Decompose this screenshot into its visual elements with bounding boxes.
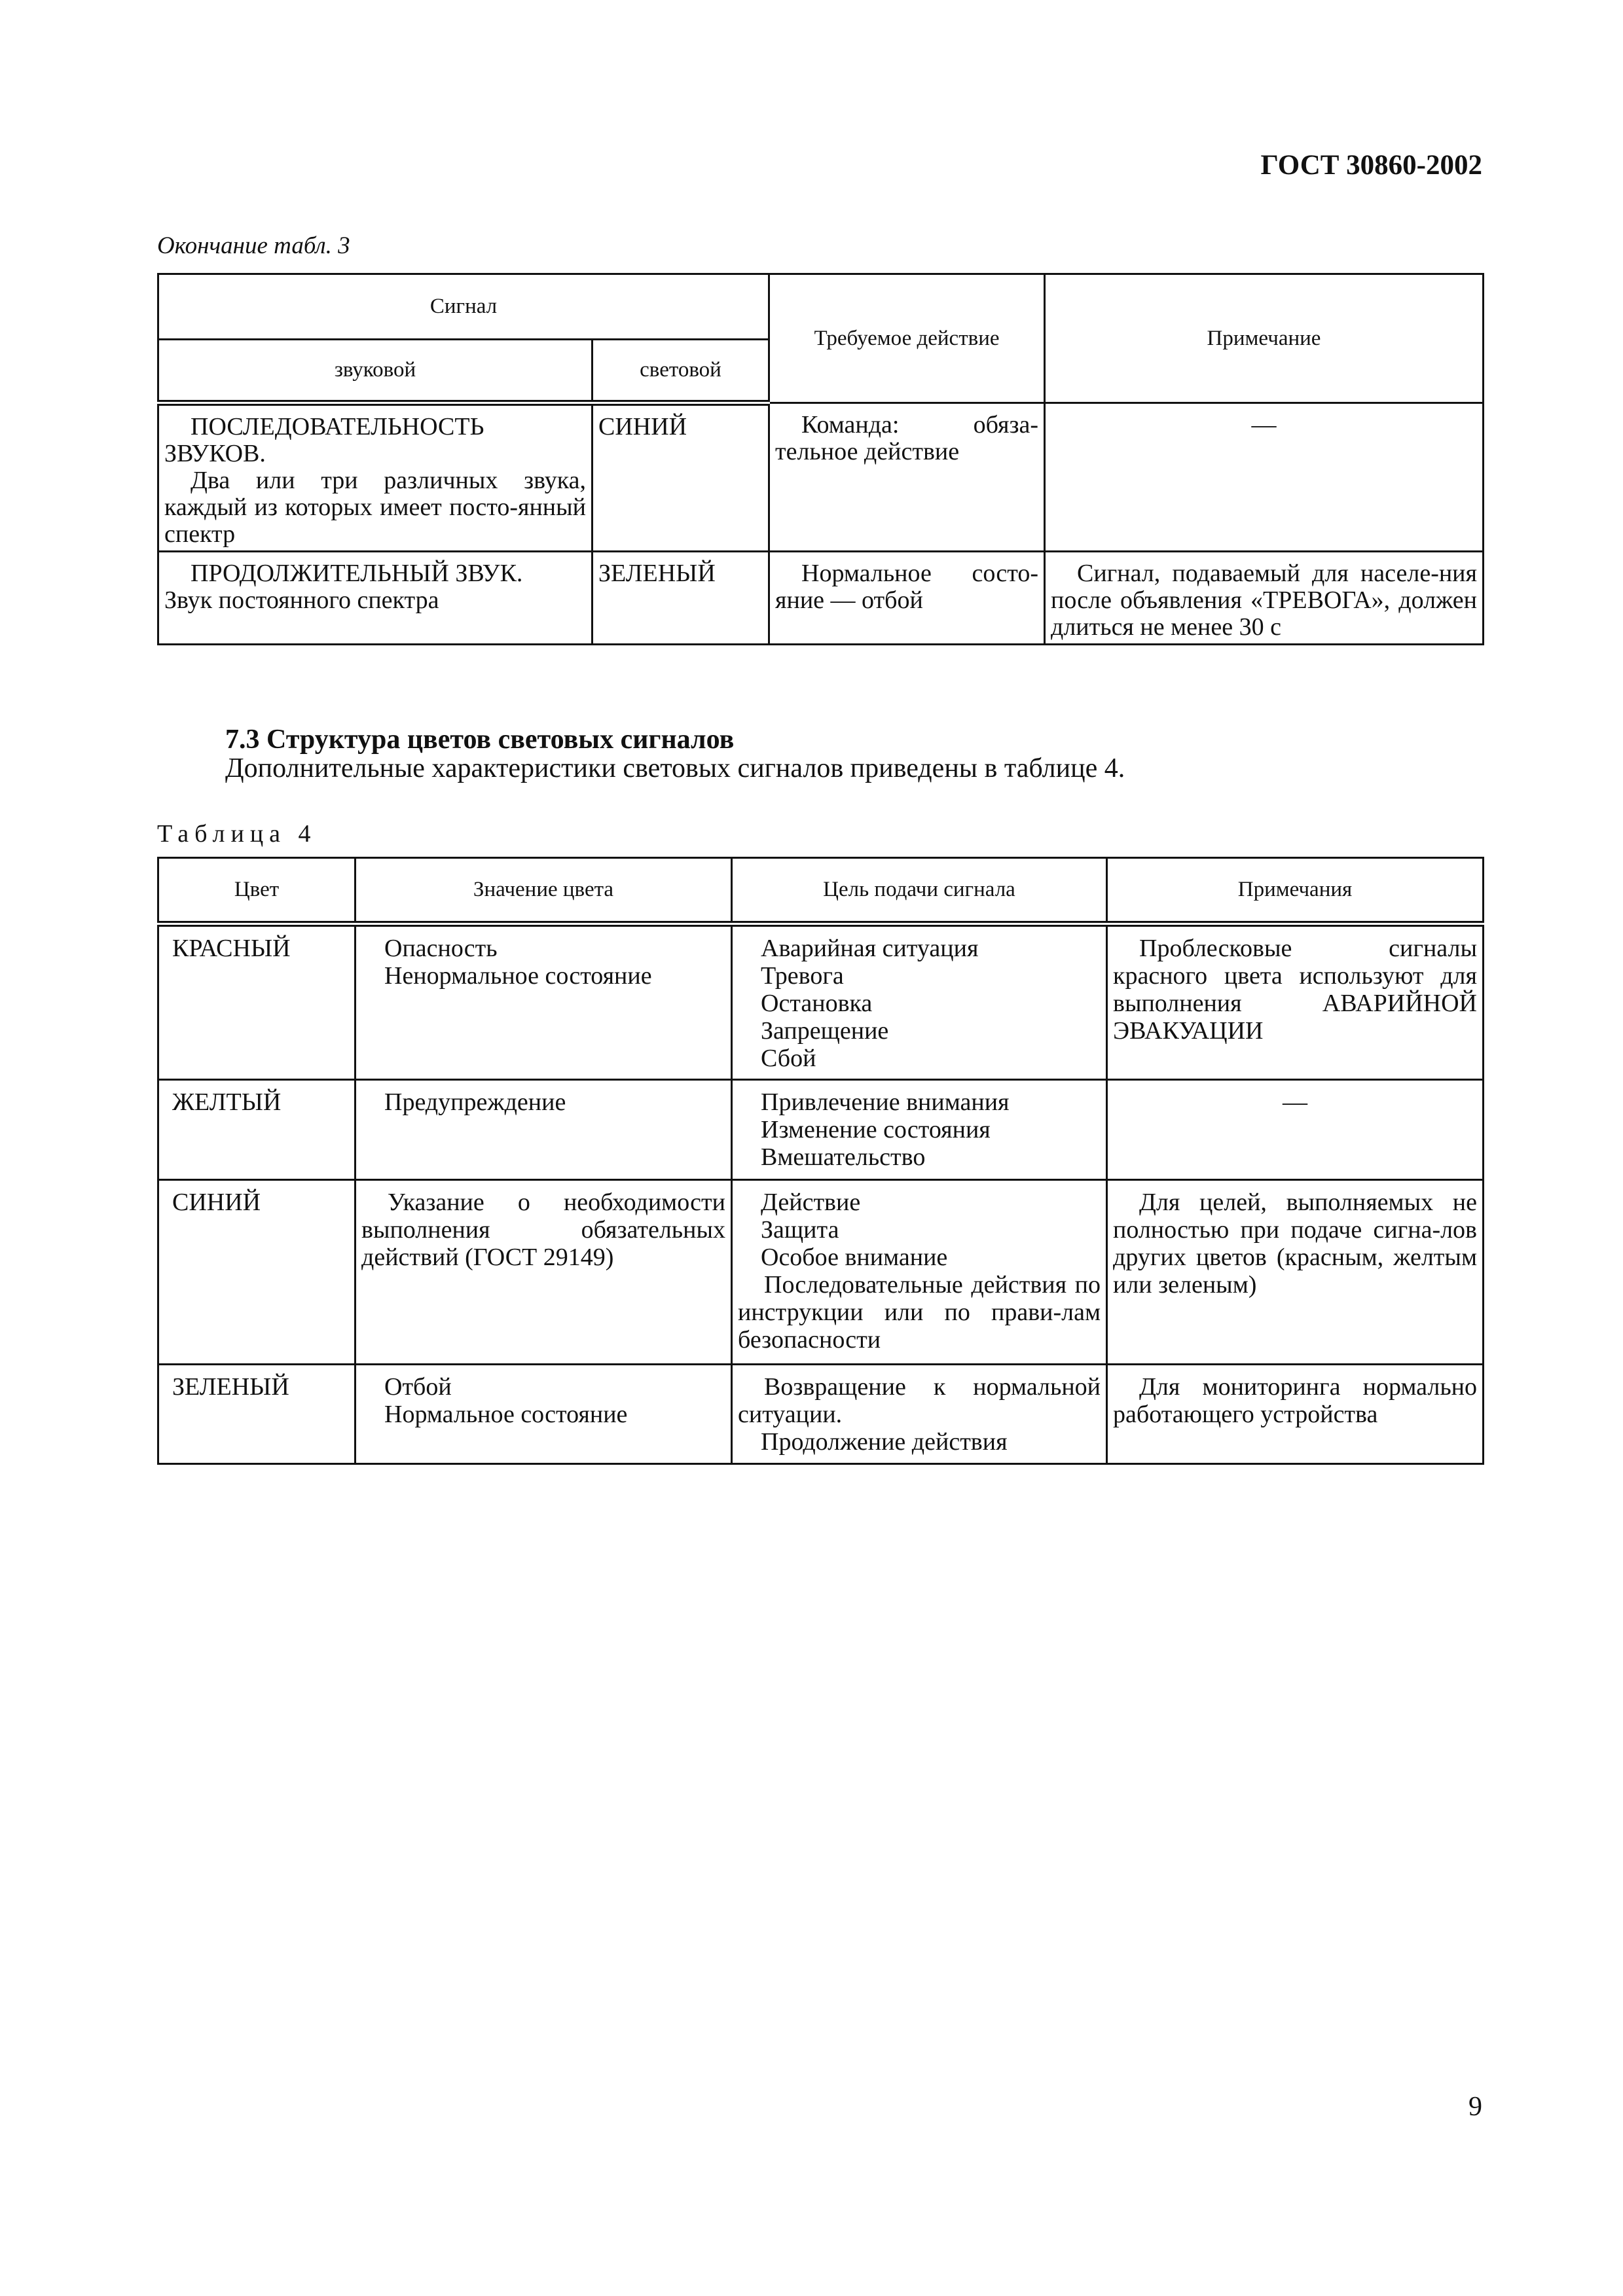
- sound-cell: [158, 403, 593, 552]
- purpose-cell: [732, 924, 1107, 1080]
- meaning-cell: [356, 1365, 732, 1464]
- color-cell: ЗЕЛЕНЫЙ: [158, 1365, 356, 1464]
- table-4: [157, 857, 1484, 1465]
- note-cell: —: [1045, 403, 1484, 552]
- action-cell: Нормальное состо-яние — отбой: [769, 552, 1045, 645]
- meaning-cell: [356, 1080, 732, 1180]
- purpose-line: Защита: [761, 1216, 839, 1244]
- header-sound: звуковой: [158, 340, 593, 403]
- color-cell: ЖЕЛТЫЙ: [158, 1080, 356, 1180]
- purpose-line: Действие: [761, 1189, 861, 1216]
- table-3: [157, 273, 1484, 645]
- header-color: Цвет: [158, 858, 356, 924]
- section-text: Дополнительные характеристики световых сигналов приведены в таблице 4.: [225, 753, 1125, 783]
- header-purpose: Цель подачи сигнала: [732, 858, 1107, 924]
- header-notes: Примечания: [1107, 858, 1484, 924]
- table-row: [158, 403, 1484, 552]
- purpose-line: Продолжение действия: [761, 1428, 1008, 1456]
- section-7-3: [225, 725, 1125, 783]
- action-cell: Команда: обяза-тельное действие: [769, 403, 1045, 552]
- header-signal: Сигнал: [158, 274, 769, 340]
- table3-caption: Окончание табл. 3: [157, 232, 350, 259]
- purpose-line: Аварийная ситуация: [761, 935, 979, 962]
- section-title: 7.3 Структура цветов световых сигналов: [225, 725, 735, 755]
- purpose-line: Привлечение внимания: [761, 1088, 1010, 1116]
- purpose-cell: [732, 1180, 1107, 1365]
- meaning-line: Опасность: [384, 935, 498, 962]
- meaning-line: Ненормальное состояние: [384, 962, 652, 990]
- notes-cell: Проблесковые сигналы красного цвета используют для выполнения АВАРИЙНОЙ ЭВАКУАЦИИ: [1107, 924, 1484, 1080]
- table-row: [158, 924, 1484, 1080]
- light-cell: ЗЕЛЕНЫЙ: [593, 552, 769, 645]
- meaning-line: Отбой: [384, 1373, 452, 1401]
- notes-cell: —: [1107, 1080, 1484, 1180]
- color-cell: КРАСНЫЙ: [158, 924, 356, 1080]
- purpose-cell: [732, 1080, 1107, 1180]
- note-cell: Сигнал, подаваемый для населе-ния после объявления «ТРЕВОГА», должен длиться не менее 30 с: [1045, 552, 1484, 645]
- purpose-line: Сбой: [761, 1045, 816, 1072]
- header-action: Требуемое действие: [769, 274, 1045, 403]
- sound-cell: [158, 552, 593, 645]
- page-number: 9: [1468, 2092, 1482, 2122]
- table-row: [158, 1365, 1484, 1464]
- meaning-line: Нормальное состояние: [384, 1401, 628, 1428]
- meaning-line: Предупреждение: [384, 1088, 566, 1116]
- purpose-line: Запрещение: [761, 1017, 889, 1045]
- notes-cell: Для мониторинга нормально работающего устройства: [1107, 1365, 1484, 1464]
- header-light: световой: [593, 340, 769, 403]
- header-note: Примечание: [1045, 274, 1484, 403]
- light-cell: СИНИЙ: [593, 403, 769, 552]
- purpose-line: Тревога: [761, 962, 844, 990]
- document-code: ГОСТ 30860-2002: [1260, 150, 1482, 181]
- notes-cell: Для целей, выполняемых не полностью при подаче сигна-лов других цветов (красным, желтым или зеленым): [1107, 1180, 1484, 1365]
- purpose-line: Остановка: [761, 990, 873, 1017]
- color-cell: СИНИЙ: [158, 1180, 356, 1365]
- sound-title: ПРОДОЛЖИТЕЛЬНЫЙ ЗВУК.: [191, 560, 523, 587]
- sound-desc: Два или три различных звука, каждый из которых имеет посто-янный спектр: [164, 467, 586, 548]
- purpose-line: Вмешательство: [761, 1143, 926, 1171]
- sound-desc: Звук постоянного спектра: [164, 586, 439, 614]
- purpose-line: Изменение состояния: [761, 1116, 991, 1143]
- meaning-cell: [356, 924, 732, 1080]
- meaning-cell: Указание о необходимости выполнения обязательных действий (ГОСТ 29149): [356, 1180, 732, 1365]
- header-meaning: Значение цвета: [356, 858, 732, 924]
- table-row: [158, 552, 1484, 645]
- purpose-line: Возвращение к нормальной ситуации.: [738, 1373, 1101, 1428]
- purpose-line: Последовательные действия по инструкции или по прави-лам безопасности: [738, 1271, 1101, 1354]
- table-row: [158, 1180, 1484, 1365]
- table-row: [158, 1080, 1484, 1180]
- table4-caption: Таблица 4: [157, 820, 317, 848]
- sound-title: ПОСЛЕДОВАТЕЛЬНОСТЬ ЗВУКОВ.: [164, 413, 484, 467]
- purpose-line: Особое внимание: [761, 1244, 948, 1271]
- purpose-cell: [732, 1365, 1107, 1464]
